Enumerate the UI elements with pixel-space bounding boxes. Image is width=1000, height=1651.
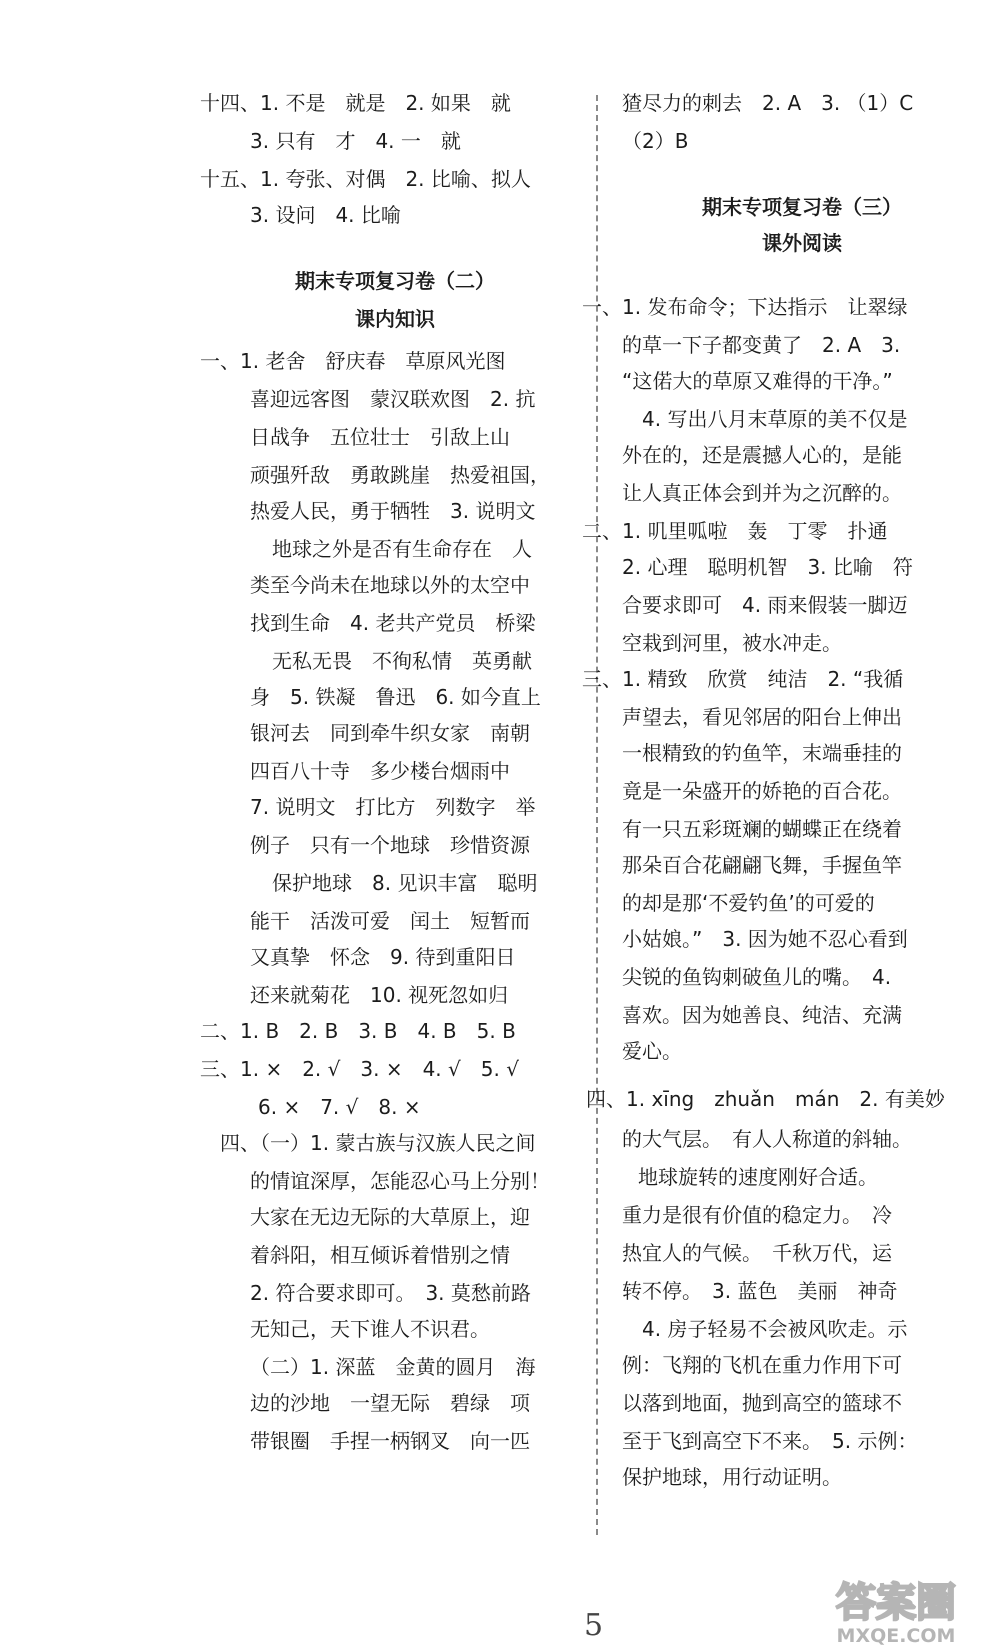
answer-line: 让人真正体会到并为之沉醉的。 [622, 481, 902, 505]
answer-line: 3. 设问 4. 比喻 [250, 203, 401, 227]
answer-line: 3. 只有 才 4. 一 就 [250, 129, 461, 153]
section-heading: 课内知识 [355, 307, 435, 331]
answer-line: 顽强歼敌 勇敢跳崖 热爱祖国， [250, 463, 550, 487]
answer-line: 二、1. B 2. B 3. B 4. B 5. B [200, 1019, 516, 1043]
answer-line: 热爱人民，勇于牺牲 3. 说明文 [250, 499, 536, 523]
answer-line: 外在的，还是震撼人心的，是能 [622, 443, 902, 467]
section-heading: 课外阅读 [762, 231, 842, 255]
watermark-logo [798, 1570, 994, 1648]
answer-line: 喜欢。因为她善良、纯洁、充满 [622, 1003, 902, 1027]
answer-line: 边的沙地 一望无际 碧绿 项 [250, 1391, 530, 1415]
answer-line: 转不停。 3. 蓝色 美丽 神奇 [622, 1279, 898, 1303]
answer-line: 还来就菊花 10. 视死忽如归 [250, 983, 509, 1007]
answer-line: 地球之外是否有生命存在 人 [272, 537, 532, 561]
answer-line: 银河去 同到牵牛织女家 南朝 [250, 721, 530, 745]
answer-line: 7. 说明文 打比方 列数字 举 [250, 795, 536, 819]
answer-line: 那朵百合花翩翩飞舞，手握鱼竿 [622, 853, 902, 877]
answer-line: 有一只五彩斑斓的蝴蝶正在绕着 [622, 817, 902, 841]
answer-line: 例：飞翔的飞机在重力作用下可 [622, 1353, 902, 1377]
answer-line: 空栽到河里，被水冲走。 [622, 631, 842, 655]
page-number: 5 [584, 1608, 604, 1643]
answer-line: 找到生命 4. 老共产党员 桥梁 [250, 611, 536, 635]
answer-line: 合要求即可 4. 雨来假装一脚迈 [622, 593, 908, 617]
answer-line: 4. 房子轻易不会被风吹走。示 [642, 1317, 908, 1341]
answer-line: 二、1. 叽里呱啦 轰 丁零 扑通 [582, 519, 888, 543]
answer-line: 无私无畏 不徇私情 英勇献 [272, 649, 532, 673]
watermark-text: 答案圈 [836, 1580, 956, 1626]
answer-line: 的大气层。 有人人称道的斜轴。 [622, 1127, 912, 1151]
answer-line: “这偌大的草原又难得的干净。” [622, 369, 893, 393]
answer-line: 4. 写出八月末草原的美不仅是 [642, 407, 908, 431]
answer-line: 一、1. 老舍 舒庆春 草原风光图 [200, 349, 506, 373]
answer-line: 无知己，天下谁人不识君。 [250, 1317, 490, 1341]
answer-line: 着斜阳，相互倾诉着惜别之情 [250, 1243, 510, 1267]
answer-line: 一根精致的钓鱼竿，末端垂挂的 [622, 741, 902, 765]
answer-line: 一、1. 发布命令；下达指示 让翠绿 [582, 295, 908, 319]
answer-line: 猹尽力的刺去 2. A 3. （1）C [622, 91, 914, 115]
answer-line: 带银圈 手捏一柄钢叉 向一匹 [250, 1429, 530, 1453]
answer-line: 喜迎远客图 蒙汉联欢图 2. 抗 [250, 387, 536, 411]
answer-line: 以落到地面，抛到高空的篮球不 [622, 1391, 902, 1415]
answer-line: 身 5. 铁凝 鲁迅 6. 如今直上 [250, 685, 541, 709]
answer-line: 至于飞到高空下不来。 5. 示例： [622, 1429, 918, 1453]
answer-line: 十五、1. 夸张、对偶 2. 比喻、拟人 [200, 167, 531, 191]
answer-line: 四、（一）1. 蒙古族与汉族人民之间 [220, 1131, 536, 1155]
answer-line: 爱心。 [622, 1039, 682, 1063]
answer-line: 竟是一朵盛开的娇艳的百合花。 [622, 779, 902, 803]
answer-line: 十四、1. 不是 就是 2. 如果 就 [200, 91, 511, 115]
answer-line: 例子 只有一个地球 珍惜资源 [250, 833, 530, 857]
answer-line: 能干 活泼可爱 闰土 短暂而 [250, 909, 530, 933]
answer-line: 小姑娘。” 3. 因为她不忍心看到 [622, 927, 908, 951]
answer-line: 的情谊深厚，怎能忍心马上分别！ [250, 1169, 550, 1193]
answer-line: （2）B [622, 129, 689, 153]
answer-line: 保护地球，用行动证明。 [622, 1465, 842, 1489]
answer-line: 四、1. xīng zhuǎn mán 2. 有美妙 [586, 1087, 945, 1111]
answer-line: 四百八十寺 多少楼台烟雨中 [250, 759, 510, 783]
answer-line: 声望去，看见邻居的阳台上伸出 [622, 705, 902, 729]
section-heading: 期末专项复习卷（二） [295, 269, 495, 293]
answer-line: 尖锐的鱼钩刺破鱼儿的嘴。 4. [622, 965, 892, 989]
answer-line: 三、1. × 2. √ 3. × 4. √ 5. √ [200, 1057, 519, 1081]
answer-line: 的却是那‘不爱钓鱼’的可爱的 [622, 891, 875, 915]
answer-line: 日战争 五位壮士 引敌上山 [250, 425, 510, 449]
answer-line: 又真挚 怀念 9. 待到重阳日 [250, 945, 516, 969]
answer-line: 2. 心理 聪明机智 3. 比喻 符 [622, 555, 913, 579]
answer-line: 类至今尚未在地球以外的太空中 [250, 573, 530, 597]
answer-line: 地球旋转的速度刚好合适。 [638, 1165, 878, 1189]
answer-line: 热宜人的气候。 千秋万代，运 [622, 1241, 892, 1265]
answer-line: 大家在无边无际的大草原上，迎 [250, 1205, 530, 1229]
answer-line: 三、1. 精致 欣赏 纯洁 2. “我循 [582, 667, 904, 691]
answer-line: 的草一下子都变黄了 2. A 3. [622, 333, 901, 357]
answer-line: （二）1. 深蓝 金黄的圆月 海 [250, 1355, 536, 1379]
answer-line: 重力是很有价值的稳定力。 冷 [622, 1203, 892, 1227]
answer-line: 6. × 7. √ 8. × [258, 1095, 421, 1119]
answer-line: 保护地球 8. 见识丰富 聪明 [272, 871, 538, 895]
section-heading: 期末专项复习卷（三） [702, 195, 902, 219]
watermark-url: MXQE.COM [836, 1625, 956, 1647]
answer-line: 2. 符合要求即可。 3. 莫愁前路 [250, 1281, 531, 1305]
